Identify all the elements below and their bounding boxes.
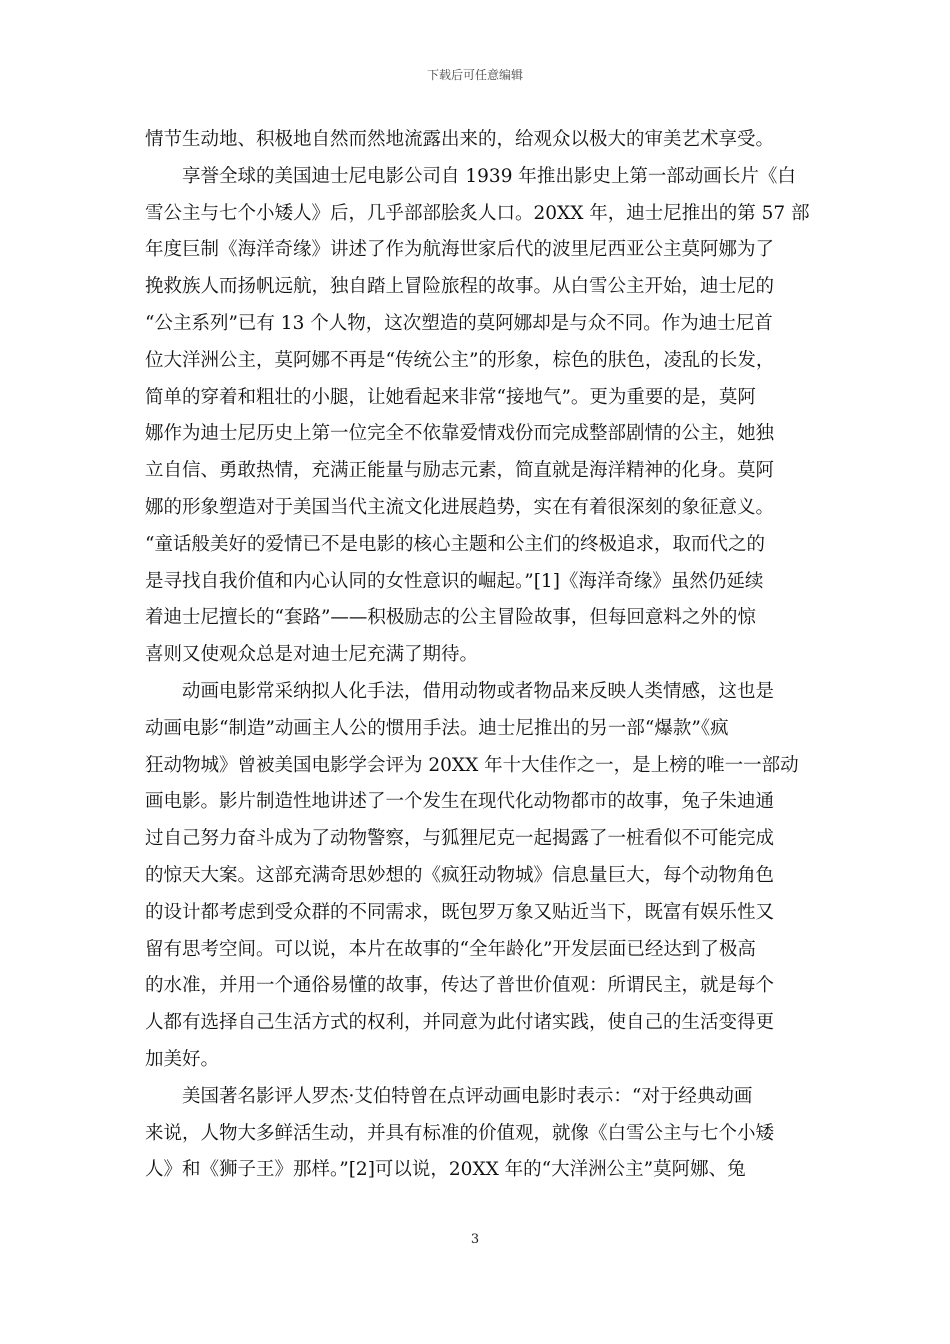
text-line: 挽救族人而扬帆远航，独自踏上冒险旅程的故事。从白雪公主开始，迪士尼的 [145,276,775,298]
text-line: 位大洋洲公主，莫阿娜不再是“传统公主”的形象，棕色的肤色，凌乱的长发， [145,349,775,371]
text-line: 的水准，并用一个通俗易懂的故事，传达了普世价值观：所谓民主，就是每个 [145,975,775,997]
text-line: 留有思考空间。可以说，本片在故事的“全年龄化”开发层面已经达到了极高 [145,938,756,960]
paragraph-start-line: 享誉全球的美国迪士尼电影公司自 1939 年推出影史上第一部动画长片《白 [182,165,796,187]
text-line: 年度巨制《海洋奇缘》讲述了作为航海世家后代的波里尼西亚公主莫阿娜为了 [145,239,775,261]
text-line: 动画电影“制造”动画主人公的惯用手法。迪士尼推出的另一部“爆款”《疯 [145,717,729,739]
paragraph-start-line: 动画电影常采纳拟人化手法，借用动物或者物品来反映人类情感，这也是 [182,680,775,702]
text-line: 雪公主与七个小矮人》后，几乎部部脍炙人口。20XX 年，迪士尼推出的第 57 部 [145,202,810,224]
text-line: 立自信、勇敢热情，充满正能量与励志元素，简直就是海洋精神的化身。莫阿 [145,460,775,482]
text-line: 的设计都考虑到受众群的不同需求，既包罗万象又贴近当下，既富有娱乐性又 [145,901,775,923]
text-line: 喜则又使观众总是对迪士尼充满了期待。 [145,644,479,666]
text-line: “童话般美好的爱情已不是电影的核心主题和公主们的终极追求，取而代之的 [145,533,765,555]
paragraph-start-line: 美国著名影评人罗杰·艾伯特曾在点评动画电影时表示：“对于经典动画 [182,1085,753,1107]
text-line: 人》和《狮子王》那样。”[2]可以说，20XX 年的“大洋洲公主”莫阿娜、兔 [145,1159,746,1181]
text-line: 娜的形象塑造对于美国当代主流文化进展趋势，实在有着很深刻的象征意义。 [145,496,775,518]
text-line: 加美好。 [145,1048,220,1070]
text-line: 人都有选择自己生活方式的权利，并同意为此付诸实践，使自己的生活变得更 [145,1012,775,1034]
text-line: 狂动物城》曾被美国电影学会评为 20XX 年十大佳作之一，是上榜的唯一一部动 [145,754,799,776]
text-line: 过自己努力奋斗成为了动物警察，与狐狸尼克一起揭露了一桩看似不可能完成 [145,828,775,850]
text-line: 娜作为迪士尼历史上第一位完全不依靠爱情戏份而完成整部剧情的公主，她独 [145,423,775,445]
text-line: 着迪士尼擅长的“套路”——积极励志的公主冒险故事，但每回意料之外的惊 [145,607,756,629]
text-line: 简单的穿着和粗壮的小腿，让她看起来非常“接地气”。更为重要的是，莫阿 [145,386,756,408]
text-line: “公主系列”已有 13 个人物，这次塑造的莫阿娜却是与众不同。作为迪士尼首 [145,312,773,334]
page-number: 3 [470,1232,480,1247]
text-line: 画电影。影片制造性地讲述了一个发生在现代化动物都市的故事，兔子朱迪通 [145,791,775,813]
text-line: 的惊天大案。这部充满奇思妙想的《疯狂动物城》信息量巨大，每个动物角色 [145,864,775,886]
header-note: 下载后可任意编辑 [426,68,523,82]
text-line: 情节生动地、积极地自然而然地流露出来的，给观众以极大的审美艺术享受。 [145,129,775,150]
text-line: 来说，人物大多鲜活生动，并具有标准的价值观，就像《白雪公主与七个小矮 [145,1122,775,1144]
text-line: 是寻找自我价值和内心认同的女性意识的崛起。”[1]《海洋奇缘》虽然仍延续 [145,570,764,592]
body-text [145,122,810,1189]
